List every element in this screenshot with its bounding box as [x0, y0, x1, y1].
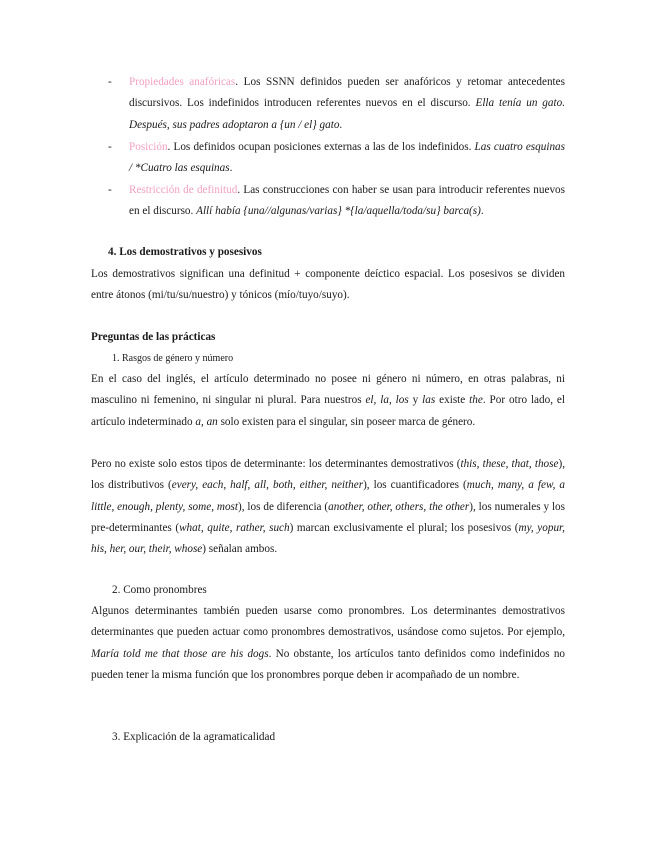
bullet-term: Restricción de definitud	[129, 184, 238, 196]
question-3-label: 3. Explicación de la agramaticalidad	[112, 731, 276, 743]
section-heading: 4. Los demostrativos y posesivos	[108, 246, 262, 258]
bullet-marker: -	[108, 184, 112, 196]
bullet-item-anaforicas: Propiedades anafóricas. Los SSNN definidos pueden ser anafóricos y retomar antecedentes discursivos. Los indefinidos introducen referentes nuevos en el discurso. Ella tenía un gato. Después, sus padres adoptaron a {un / el} gato.	[129, 76, 565, 131]
bullet-text: . Los SSNN definidos pueden ser anafóricos y retomar antecedentes discursivos. Los indefinidos introducen referentes nuevos en el discurso.	[129, 76, 565, 110]
bullet-text: . Las construcciones con haber se usan para introducir referentes nuevos en el discurso.	[129, 184, 565, 218]
bullet-marker: -	[108, 141, 112, 153]
bullet-marker: -	[108, 76, 112, 88]
practicas-heading: Preguntas de las prácticas	[91, 331, 216, 343]
section-paragraph: Los demostrativos significan una definitud + componente deíctico espacial. Los posesivos se dividen entre átonos (mi/tu/su/nuestro) y tónicos (mío/tuyo/suyo).	[91, 268, 565, 302]
bullet-example: Ella tenía un gato. Después, sus padres adoptaron a {un / el} gato	[129, 97, 565, 131]
paragraph-pronombres: Algunos determinantes también pueden usarse como pronombres. Los determinantes demostrativos determinantes que pueden actuar como pronombres demostrativos, usándose como sujetos. Por ejemplo, María told me that those are his dogs. No obstante, los artículos tanto definidos como indefinidos no pueden tener la misma función que los pronombres porque deben ir acompañado de un nombre.	[91, 605, 566, 681]
question-2-label: 2. Como pronombres	[112, 584, 207, 596]
bullet-example: Allí había {una//algunas/varias} *{la/aquella/toda/su} barca(s)	[196, 205, 481, 218]
paragraph-genero-numero: En el caso del inglés, el artículo determinado no posee ni género ni número, en otras palabras, ni masculino ni femenino, ni singular ni plural. Para nuestros el, la, los y las existe the. Por otro lado, el artículo indeterminado a, an solo existen para el singular, sin poseer marca de género.	[91, 373, 565, 428]
bullet-example: Las cuatro esquinas / *Cuatro las esquinas	[129, 141, 565, 175]
bullet-term: Posición	[129, 141, 168, 153]
question-1-label: 1. Rasgos de género y número	[112, 353, 234, 364]
paragraph-determinantes: Pero no existe solo estos tipos de determinante: los determinantes demostrativos (this, these, that, those), los distributivos (every, each, half, all, both, either, neither), los cuantificadores (much, many, a few, a little, enough, plenty, some, most), los de diferencia (another, other, others, the other), los numerales y los pre-determinantes (what, quite, rather, such) marcan exclusivamente el plural; los posesivos (my, yopur, his, her, our, their, whose) señalan ambos.	[91, 458, 566, 556]
bullet-term: Propiedades anafóricas	[129, 76, 236, 88]
bullet-item-restriccion: Restricción de definitud. Las construcciones con haber se usan para introducir referentes nuevos en el discurso. Allí había {una//algunas/varias} *{la/aquella/toda/su} barca(s).	[129, 184, 565, 218]
bullet-text: . Los definidos ocupan posiciones externas a las de los indefinidos.	[167, 141, 475, 153]
bullet-item-posicion: Posición. Los definidos ocupan posiciones externas a las de los indefinidos. Las cuatro esquinas / *Cuatro las esquinas.	[129, 141, 565, 175]
